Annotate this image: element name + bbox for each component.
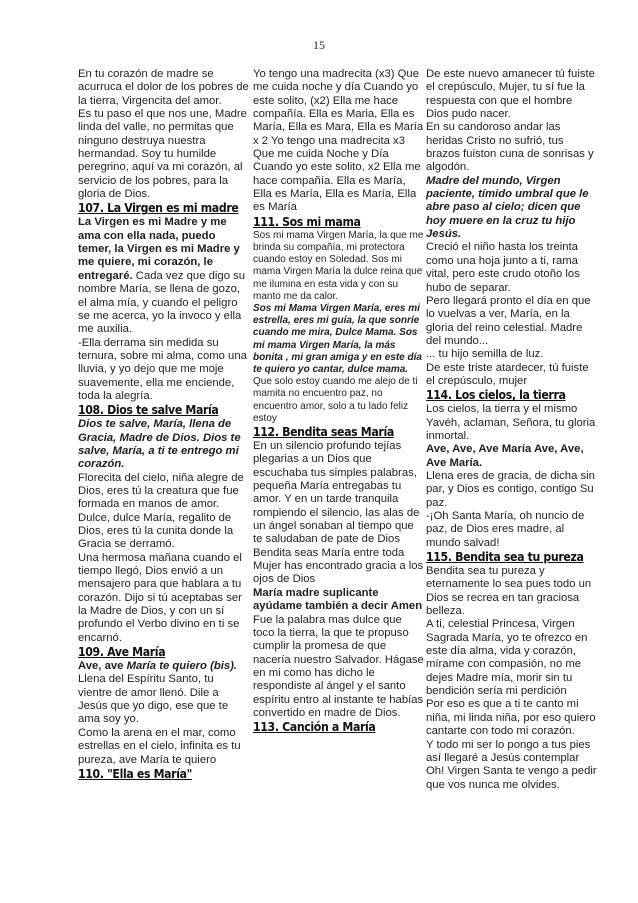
paragraph: Fue la palabra mas dulce que toco la tierra, la que te propuso cumplir la promesa de que nacería nuestro Salvador. Hágase en mi como has dicho le respondiste al ángel y el santo espíritu entro al instante te habías convertido en madre de Dios. (253, 613, 424, 719)
section-heading: 108. Dios te salve María (78, 403, 219, 418)
paragraph: Llena eres de gracia, de dicha sin par, y Dios es contigo, contigo Su paz. (426, 469, 595, 509)
text-run: La Virgen es mi Madre y me ama con ella nada, puedo temer, la Virgen es mi Madre y me quiere, mi corazón, le entregaré. (78, 216, 240, 282)
section-heading: 111. Sos mi mama (253, 214, 361, 229)
paragraph (78, 216, 250, 336)
paragraph: Sos mi mama Virgen María, la que me brinda su compañía, mi protectora cuando estoy en Soledad. Sos mi mama Virgen María la dulce reina que me ilumina en esta vida y con su manto me da calor. (253, 229, 424, 302)
paragraph: -¡Oh Santa María, oh nuncio de paz, de Dios eres madre, al mundo salvad! (426, 510, 585, 549)
paragraph: Es tu paso el que nos une, Madre linda del valle, no permitas que ninguno destruya nuestra hermandad. Soy tu humilde peregrino, aquí va mi corazón, al servicio de los pobres, para la gloria de Dios. (78, 108, 247, 201)
paragraph: María madre suplicante ayúdame también a decir Amen (253, 586, 423, 613)
paragraph: Por eso es que a ti te canto mi niña, mi linda niña, por eso quiero cantarte con todo mi corazón. (426, 698, 596, 738)
paragraph: mírame con compasión, no me dejes Madre mía, morir sin tu bendición sería mi perdición (426, 658, 582, 698)
paragraph: Una hermosa mañana cuando el tiempo llegó, Dios envió a un mensajero para que hablara a tu corazón. Dijo si tú aceptabas ser la Madre de Dios, y con un sí profundo el Verbo divino en ti se encarnó. (78, 551, 242, 644)
paragraph: Sos mi Mama Virgen María, eres mi estrella, eres mi guía, la que sonríe cuando me mira, Dulce Mama. Sos mi mama Virgen María, la más bonita , mi gran amiga y en este día te quiero yo cantar, dulce mama. (253, 303, 422, 376)
paragraph: A ti, celestial Princesa, Virgen Sagrada María, yo te ofrezco en este día alma, vida y corazón, (426, 618, 588, 658)
section-heading: 114. Los cielos, la tierra (426, 388, 566, 403)
paragraph: En su candoroso andar las heridas Cristo no sufrió, tus brazos fuiston cuna de sonrisas y algodón. (426, 121, 594, 174)
text-run: Llena del Espíritu Santo, tu vientre de amor llenó. Dile a Jesús que yo digo, ese que te ama soy yo. (78, 673, 229, 726)
text-run: Cada vez que digo su nombre María, se llena de gozo, el alma mía, y cuando el peligro se me acerca, yo la invoco y ella me auxilia. (78, 269, 246, 336)
paragraph (78, 660, 250, 727)
section-heading: 112. Bendita seas María (253, 425, 394, 440)
paragraph: Creció el niño hasta los treinta como una hoja junto a ti, rama vital, pero este crudo otoño los hubo de separar. (426, 241, 580, 294)
paragraph: De este nuevo amanecer tú fuiste el crepúsculo, Mujer, tu sí fue la respuesta con que el hombre Dios pudo nacer. (426, 68, 595, 121)
paragraph: En un silencio profundo tejías plegarias a un Dios que escuchaba tus simples palabras, pequeña María entregabas tu amor. Y en un tarde tranquila rompiendo el silencio, las alas de un ángel sonaban al tiempo que te saludaban de pate de Dios Bendita seas María entre toda Mujer has encontrado gracia a los ojos de Dios (253, 440, 424, 586)
text-run: Ave, ave (78, 660, 127, 673)
paragraph: Bendita sea tu pureza y eternamente lo sea pues todo un Dios se recrea en tan graciosa belleza. (426, 565, 592, 618)
paragraph: Los cielos, la tierra y el mismo Yavéh, aclaman, Señora, tu gloria inmortal. (426, 403, 596, 442)
paragraph: Pero llegará pronto el día en que lo vuelvas a ver, María, en la gloria del reino celestial. Madre del mundo... (426, 294, 591, 347)
paragraph: Yo tengo una madrecita (x3) Que me cuida noche y día Cuando yo este solito, (x2) Ella me hace compañía. Ella es Maria, Ella es María, Ella es Mara, Ella es María x 2 Yo tengo una madrecita x3 Que me cuida Noche y Día Cuando yo este solito, x2 Ella me hace compañía. Ella es María, Ella es María, Ella es María, Ella es María (253, 68, 424, 214)
section-heading: 115. Bendita sea tu pureza (426, 550, 584, 565)
column-1 (78, 68, 250, 782)
paragraph: -Ella derrama sin medida su ternura, sobre mi alma, como una lluvia, y yo dejo que me moje suavemente, ella me enciende, toda la alegría. (78, 336, 247, 402)
column-3 (426, 68, 598, 792)
paragraph: Que solo estoy cuando me alejo de ti mamita no encuentro paz, no encuentro amor, solo a tu lado feliz estoy (253, 376, 418, 424)
column-2 (253, 68, 425, 735)
paragraph: Y todo mi ser lo pongo a tus pies así llegaré a Jesús contemplar Oh! Virgen Santa te vengo a pedir que vos nunca me olvides. (426, 738, 597, 791)
paragraph: En tu corazón de madre se acurruca el dolor de los pobres de la tierra, Virgencita del amor. (78, 68, 249, 107)
paragraph: Dios te salve, María, llena de Gracia, Madre de Dios. Dios te salve, María, a ti te entrego mi corazón. (78, 418, 241, 471)
section-heading: 107. La Virgen es mi madre (78, 201, 239, 216)
paragraph: Como la arena en el mar, como estrellas en el cielo, infinita es tu pureza, ave María te quiero (78, 726, 241, 766)
section-heading: 110. "Ella es María" (78, 766, 193, 781)
section-heading: 113. Canción a María (253, 720, 376, 735)
paragraph: ... tu hijo semilla de luz. (426, 348, 544, 361)
paragraph: Florecita del cielo, niña alegre de Dios, eres tú la creatura que fue formada en manos de amor. Dulce, dulce María, regalito de Dios, eres tú la cunita donde la Gracia se derramó. (78, 471, 244, 551)
page-number: 15 (313, 38, 325, 52)
text-run: María te quiero (bis). (126, 660, 238, 673)
paragraph: Ave, Ave, Ave María Ave, Ave, Ave María. (426, 443, 584, 469)
section-heading: 109. Ave María (78, 645, 166, 660)
paragraph: Madre del mundo, Virgen paciente, tímido umbral que le abre paso al cielo; dicen que hoy muere en la cruz tu hijo Jesús. (426, 174, 589, 241)
paragraph: De este triste atardecer, tú fuiste el crepúsculo, mujer (426, 361, 589, 387)
